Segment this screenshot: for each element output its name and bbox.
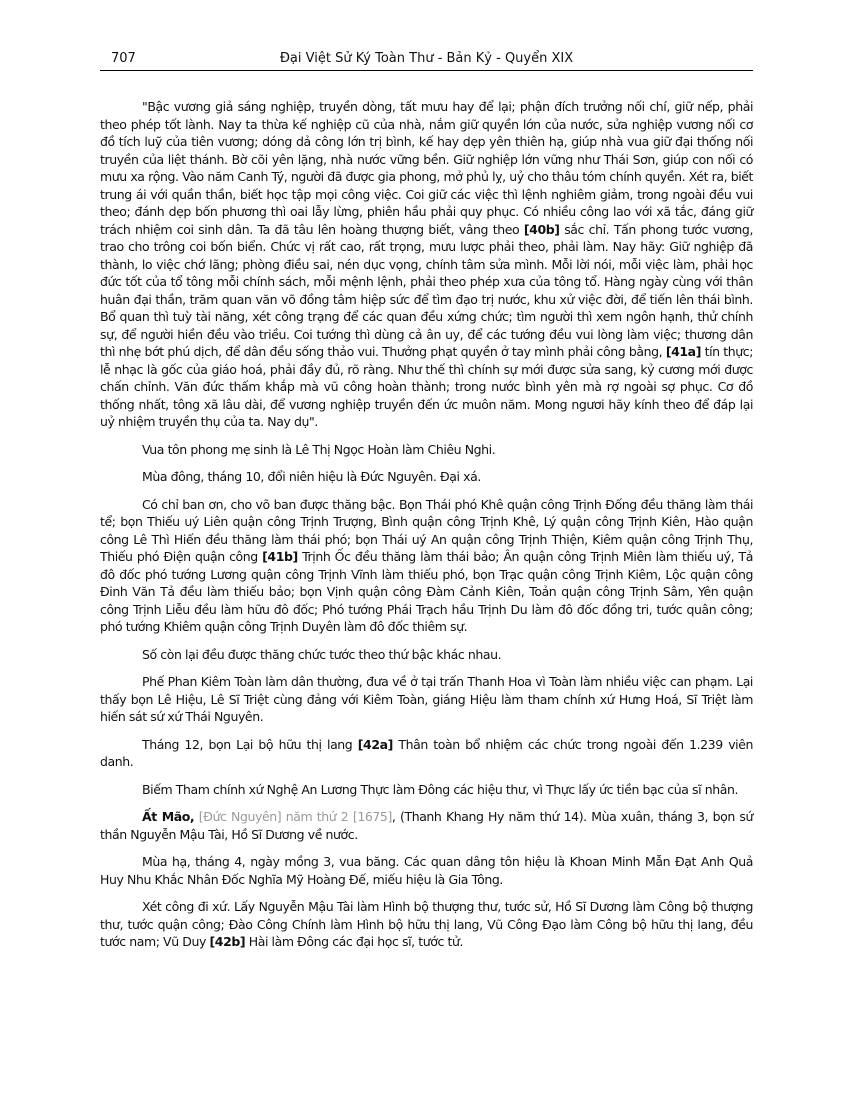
paragraph-text: "Bậc vương giả sáng nghiệp, truyền dòng, tất mưu hay để lại; phận đích trưởng nối chí, giữ nếp, phải theo phép tốt lành. Nay ta thừa kế nghiệp cũ của nhà, nắm giữ quyền lớn của nước, sửa nghiệp vương nối cơ đồ tích luỹ của tiên vương; dóng dả công lớn trị bình, kế hay dẹp yên thiên hạ, giúp nhà vua giữ đại thống nối truyền của liệt thánh. Bờ cõi yên lặng, nhà nước vững bền. Giữ nghiệp lớn vững như Thái Sơn, giúp con nối có mưu xa rộng. Vào năm Canh Tý, người đã được gia phong, mở phủ lỵ, uỷ cho thâu tóm chính quyền. Xét ra, biết trung ái với quần thần, biết học tập mọi công việc. Coi giữ các việc thì lệnh nghiêm giảm, trong ngoài đều vui theo; đánh dẹp bốn phương thì oai lẫy lừng, phiên hầu phải quy phục. Có nhiều công lao với xã tắc, đáng giữ trách nhiệm coi sinh dân. Ta đã tâu lên hoàng thượng biết, vâng theo (100, 99, 754, 237)
paragraph-others-promoted: Số còn lại đều được thăng chức tước theo thứ bậc khác nhau. (142, 646, 502, 662)
year-label: Ất Mão, (142, 809, 195, 824)
paragraph-text: sắc chỉ. Tấn phong tước vương, trao cho trông coi bốn biển. Chức vị rất cao, rất trọng, mưu lược phải theo, phải làm. Nay hãy: Giữ nghiệp đã thành, lo việc chớ lãng; phòng điều sai, nén dục vọng, chính tâm sửa mình. Mỗi lời nói, mỗi việc làm, phải học đức tốt của tổ tông mỗi chính sách, mỗi mệnh lệnh, phải theo phép xưa của tông tổ. Hàng ngày cùng với thân huân đại thần, trăm quan văn võ đồng tâm hiệp sức để tìm đạo trị nước, khu xử việc đời, để tiến lên thái bình. Bổ quan thì tuỳ tài năng, xét công trạng để các quan đều xứng chức; tìm người thì xem ngôn hạnh, thử chính sự, để người hiền đều vào triều. Coi tướng thì dùng cả ân uy, để các tướng đều vui lòng làm việc; thương dân thì nhẹ bớt phú dịch, để dân đều sống thảo vui. Thưởng phạt quyền ở tay mình phải công bằng, (100, 221, 753, 359)
paragraph-text: Trịnh Ốc đều thăng làm thái bảo; Ân quận công Trịnh Miên làm thiếu uý, Tả đô đốc phó tướng Lương quận công Trịnh Vĩnh làm thiếu phó, bọn Trạc quận công Trịnh Kiêm, Lộc quận công Đinh Văn Tả đều làm thiếu bảo; bọn Vịnh quận công Đàm Cảnh Kiên, Toản quận công Trịnh Sâm, Yên quận công Trịnh Liễu đều làm hữu đô đốc; Phó tướng Phái Trạch hầu Trịnh Du làm đô đốc đồng tri, tước quân công; phó tướng Khiêm quận công Trịnh Duyên làm đô đốc thiêm sự. (100, 549, 753, 634)
paragraph-text: Tháng 12, bọn Lại bộ hữu thị lang (142, 736, 358, 752)
paragraph-queen-mother: Vua tôn phong mẹ sinh là Lê Thị Ngọc Hoàn làm Chiêu Nghi. (142, 441, 496, 457)
paragraph-king-death: Mùa hạ, tháng 4, ngày mồng 3, vua băng. Các quan dâng tôn hiệu là Khoan Minh Mẫn Đạt Anh Quả Huy Nhu Khắc Nhân Đốc Nghĩa Mỹ Hoàng Đế, miếu hiệu là Gia Tông. (100, 854, 753, 887)
paragraph-text: , (Thanh Khang Hy năm thứ 14). Mùa xuân, tháng 3, bọn sứ thần Nguyễn Mậu Tài, Hồ Sĩ Dương về nước. (100, 809, 753, 842)
page-header (100, 48, 753, 71)
running-title: Đại Việt Sử Ký Toàn Thư - Bản Kỷ - Quyển XIX (279, 51, 574, 66)
paragraph-promotions (100, 496, 753, 636)
paragraph-appointments (100, 736, 753, 771)
page-number: 707 (111, 51, 136, 66)
paragraph-text: Thân toàn bổ nhiệm các chức trong ngoài đến 1.239 viên danh. (100, 736, 753, 769)
paragraph-envoy-rewards (100, 898, 753, 951)
paragraph-edict (100, 98, 753, 431)
paragraph-era-change: Mùa đông, tháng 10, đổi niên hiệu là Đức Nguyên. Đại xá. (142, 469, 481, 484)
paragraph-year-at-mao (100, 808, 753, 843)
folio-marker: [41a] (665, 344, 701, 359)
folio-marker: [40b] (523, 221, 560, 237)
page-body (100, 98, 753, 961)
folio-marker: [41b] (262, 549, 298, 564)
paragraph-text: Có chỉ ban ơn, cho võ ban được thăng bậc. Bọn Thái phó Khê quận công Trịnh Đống đều thăng làm thái tể; bọn Thiếu uý Liên quận công Trịnh Trượng, Bình quận công Trịnh Khê, Lý quận công Trịnh Kiên, Hào quận công Lê Thì Hiến đều thăng làm thái phó; bọn Thái uý An quận công Trịnh Thiện, Kiêm quận công Trịnh Thụ, Thiếu phó Điện quận công (100, 496, 753, 564)
paragraph-reprimand: Biếm Tham chính xứ Nghệ An Lương Thực làm Đông các hiệu thư, vì Thực lấy ức tiền bạc của sĩ nhân. (142, 781, 739, 797)
paragraph-demotion: Phế Phan Kiêm Toàn làm dân thường, đưa về ở tại trấn Thanh Hoa vì Toàn làm nhiều việc can phạm. Lại thấy bọn Lê Hiệu, Lê Sĩ Triệt cùng đảng với Kiêm Toàn, giáng Hiệu làm tham chính xứ Hưng Hoá, Sĩ Triệt làm hiến sát sứ xứ Thái Nguyên. (100, 674, 753, 724)
paragraph-text: Hài làm Đông các đại học sĩ, tước tử. (245, 934, 464, 949)
folio-marker: [42a] (357, 736, 393, 752)
paragraph-text: Xét công đi xứ. Lấy Nguyễn Mậu Tài làm Hình bộ thượng thư, tước sử, Hồ Sĩ Dương làm Công bộ thượng thư, tước quận công; Đào Công Chính làm Hình bộ hữu thị lang, Vũ Công Đạo làm Công bộ hữu thị lang, đều tước nam; Vũ Duy (100, 899, 753, 949)
era-annotation: [Đức Nguyên] năm thứ 2 [1675] (194, 809, 392, 824)
paragraph-text: tín thực; lễ nhạc là gốc của giáo hoá, phải đầy đủ, rõ ràng. Như thế thì chính sự mới được sửa sang, kỷ cương mới được chấn chỉnh. Văn đức thấm khắp mà vũ công hoàn thành; trong nước bình yên mà rợ ngoài sợ phục. Cơ đồ thống nhất, tông xã lâu dài, để vương nghiệp truyền đến ức muôn năm. Mong ngươi hãy kính theo để đáp lại uỷ nhiệm truyền thụ của ta. Nay dụ". (100, 344, 753, 429)
folio-marker: [42b] (209, 934, 246, 949)
